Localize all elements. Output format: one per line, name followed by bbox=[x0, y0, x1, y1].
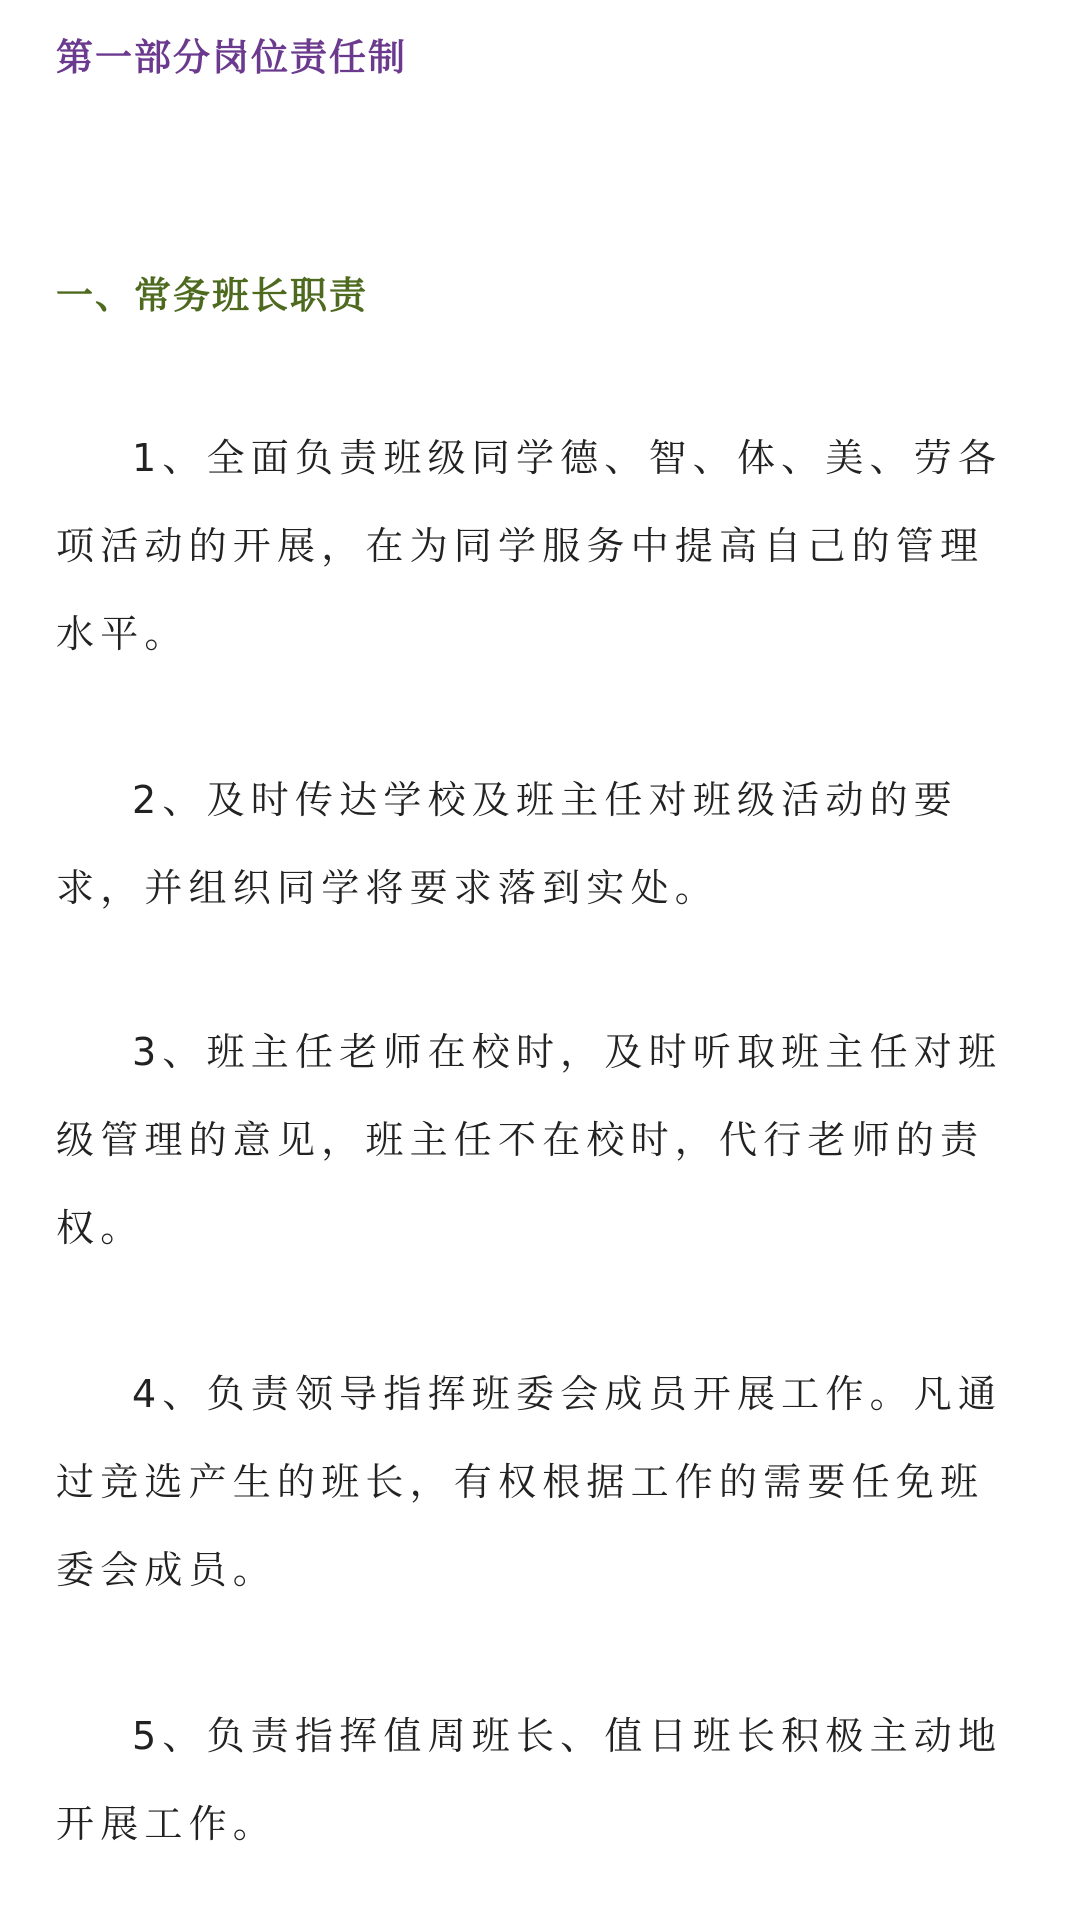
duty-paragraph-5: 5、负责指挥值周班长、值日班长积极主动地开展工作。 bbox=[56, 1714, 1003, 1846]
duty-paragraph-2: 2、及时传达学校及班主任对班级活动的要求，并组织同学将要求落到实处。 bbox=[56, 778, 958, 910]
section-title: 一、常务班长职责 bbox=[56, 274, 368, 317]
duty-paragraph-3: 3、班主任老师在校时，及时听取班主任对班级管理的意见，班主任不在校时，代行老师的责权。 bbox=[56, 1030, 1003, 1250]
duty-paragraph-1: 1、全面负责班级同学德、智、体、美、劳各项活动的开展，在为同学服务中提高自己的管理水平。 bbox=[56, 436, 1003, 656]
duty-paragraph-4: 4、负责领导指挥班委会成员开展工作。凡通过竞选产生的班长，有权根据工作的需要任免班委会成员。 bbox=[56, 1372, 1003, 1592]
part-title: 第一部分岗位责任制 bbox=[56, 36, 407, 79]
